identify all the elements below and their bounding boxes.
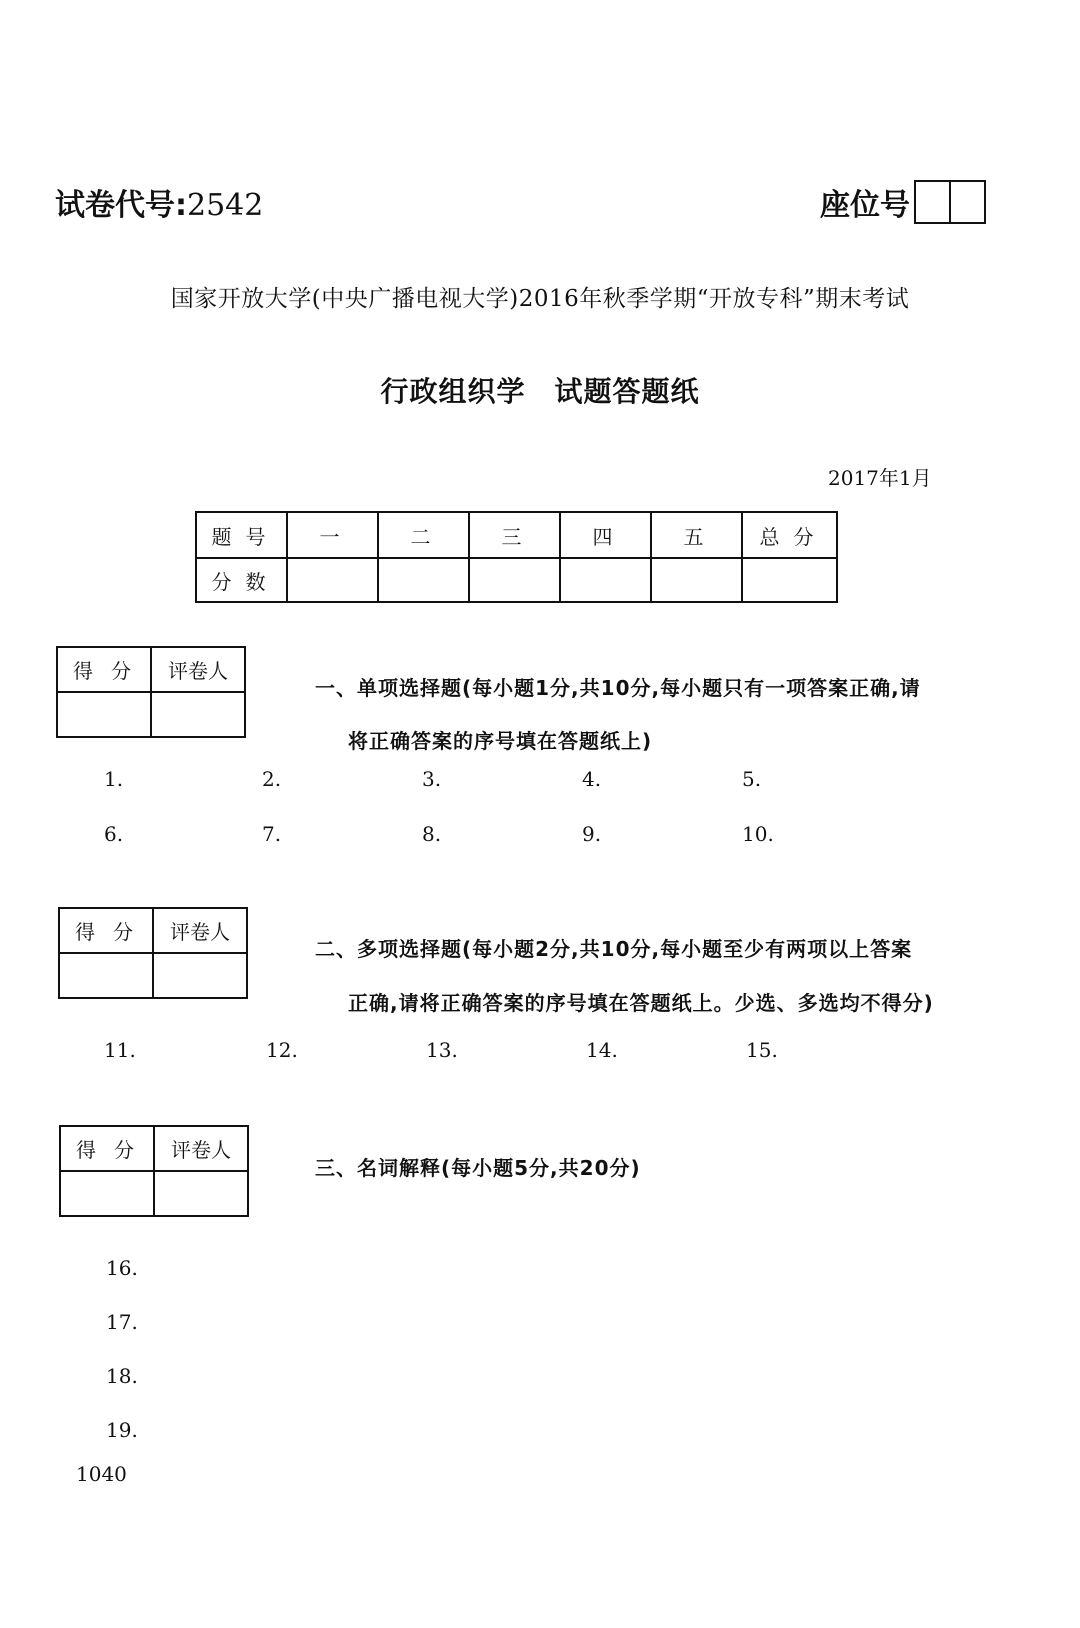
grader-box-section-3 bbox=[59, 1125, 249, 1217]
grader-score-cell[interactable] bbox=[59, 953, 153, 998]
question-number: 14. bbox=[586, 1038, 618, 1062]
question-number: 5. bbox=[742, 767, 762, 791]
question-number: 1. bbox=[104, 767, 124, 791]
page-number: 1040 bbox=[76, 1462, 127, 1486]
question-number: 3. bbox=[422, 767, 442, 791]
question-number: 11. bbox=[104, 1038, 136, 1062]
grader-name-label: 评卷人 bbox=[154, 1126, 248, 1171]
grader-score-cell[interactable] bbox=[60, 1171, 154, 1216]
grader-name-label: 评卷人 bbox=[151, 647, 245, 692]
paper-code bbox=[55, 180, 263, 224]
score-cell-total[interactable] bbox=[742, 558, 837, 602]
header-cell-part-5: 五 bbox=[651, 512, 742, 558]
question-number: 13. bbox=[426, 1038, 458, 1062]
score-table-score-row bbox=[196, 558, 837, 602]
seat-box[interactable] bbox=[914, 180, 951, 224]
exam-title: 国家开放大学(中央广播电视大学)2016年秋季学期“开放专科”期末考试 bbox=[170, 286, 910, 312]
paper-code-value: 2542 bbox=[187, 188, 264, 223]
header-cell-total: 总分 bbox=[742, 512, 837, 558]
header-cell-question-no: 题号 bbox=[196, 512, 287, 558]
score-cell-part-4[interactable] bbox=[560, 558, 651, 602]
sheet-title: 行政组织学 试题答题纸 bbox=[380, 375, 700, 408]
section-1-title: 一、单项选择题(每小题1分,共10分,每小题只有一项答案正确,请 bbox=[315, 676, 921, 700]
seat-number-label: 座位号 bbox=[820, 188, 910, 223]
grader-name-cell[interactable] bbox=[154, 1171, 248, 1216]
grader-name-cell[interactable] bbox=[153, 953, 247, 998]
header-cell-part-1: 一 bbox=[287, 512, 378, 558]
header-cell-part-2: 二 bbox=[378, 512, 469, 558]
question-number: 6. bbox=[104, 822, 124, 846]
question-number: 9. bbox=[582, 822, 602, 846]
question-number: 4. bbox=[582, 767, 602, 791]
score-cell-part-2[interactable] bbox=[378, 558, 469, 602]
question-number: 2. bbox=[262, 767, 282, 791]
grader-score-label: 得分 bbox=[59, 908, 153, 953]
question-number: 15. bbox=[746, 1038, 778, 1062]
section-1-title-cont: 将正确答案的序号填在答题纸上) bbox=[348, 729, 653, 753]
question-number: 16. bbox=[106, 1256, 138, 1280]
question-number: 7. bbox=[262, 822, 282, 846]
section-2-title: 二、多项选择题(每小题2分,共10分,每小题至少有两项以上答案 bbox=[315, 937, 913, 961]
score-table-header-row bbox=[196, 512, 837, 558]
score-row-label: 分数 bbox=[196, 558, 287, 602]
grader-score-label: 得分 bbox=[57, 647, 151, 692]
score-table bbox=[195, 511, 838, 603]
grader-box-section-1 bbox=[56, 646, 246, 738]
question-number: 17. bbox=[106, 1310, 138, 1334]
score-cell-part-5[interactable] bbox=[651, 558, 742, 602]
grader-name-cell[interactable] bbox=[151, 692, 245, 737]
score-cell-part-1[interactable] bbox=[287, 558, 378, 602]
section-2-title-cont: 正确,请将正确答案的序号填在答题纸上。少选、多选均不得分) bbox=[348, 991, 934, 1015]
grader-box-section-2 bbox=[58, 907, 248, 999]
header-cell-part-4: 四 bbox=[560, 512, 651, 558]
grader-score-cell[interactable] bbox=[57, 692, 151, 737]
seat-number-boxes bbox=[914, 180, 986, 224]
question-number: 8. bbox=[422, 822, 442, 846]
paper-code-label: 试卷代号: bbox=[55, 188, 187, 223]
header-cell-part-3: 三 bbox=[469, 512, 560, 558]
question-number: 18. bbox=[106, 1364, 138, 1388]
question-number: 19. bbox=[106, 1418, 138, 1442]
grader-score-label: 得分 bbox=[60, 1126, 154, 1171]
question-number: 10. bbox=[742, 822, 774, 846]
seat-number bbox=[820, 180, 986, 224]
exam-date: 2017年1月 bbox=[828, 466, 932, 490]
grader-name-label: 评卷人 bbox=[153, 908, 247, 953]
question-number: 12. bbox=[266, 1038, 298, 1062]
score-cell-part-3[interactable] bbox=[469, 558, 560, 602]
seat-box[interactable] bbox=[951, 180, 986, 224]
section-3-title: 三、名词解释(每小题5分,共20分) bbox=[315, 1156, 641, 1180]
